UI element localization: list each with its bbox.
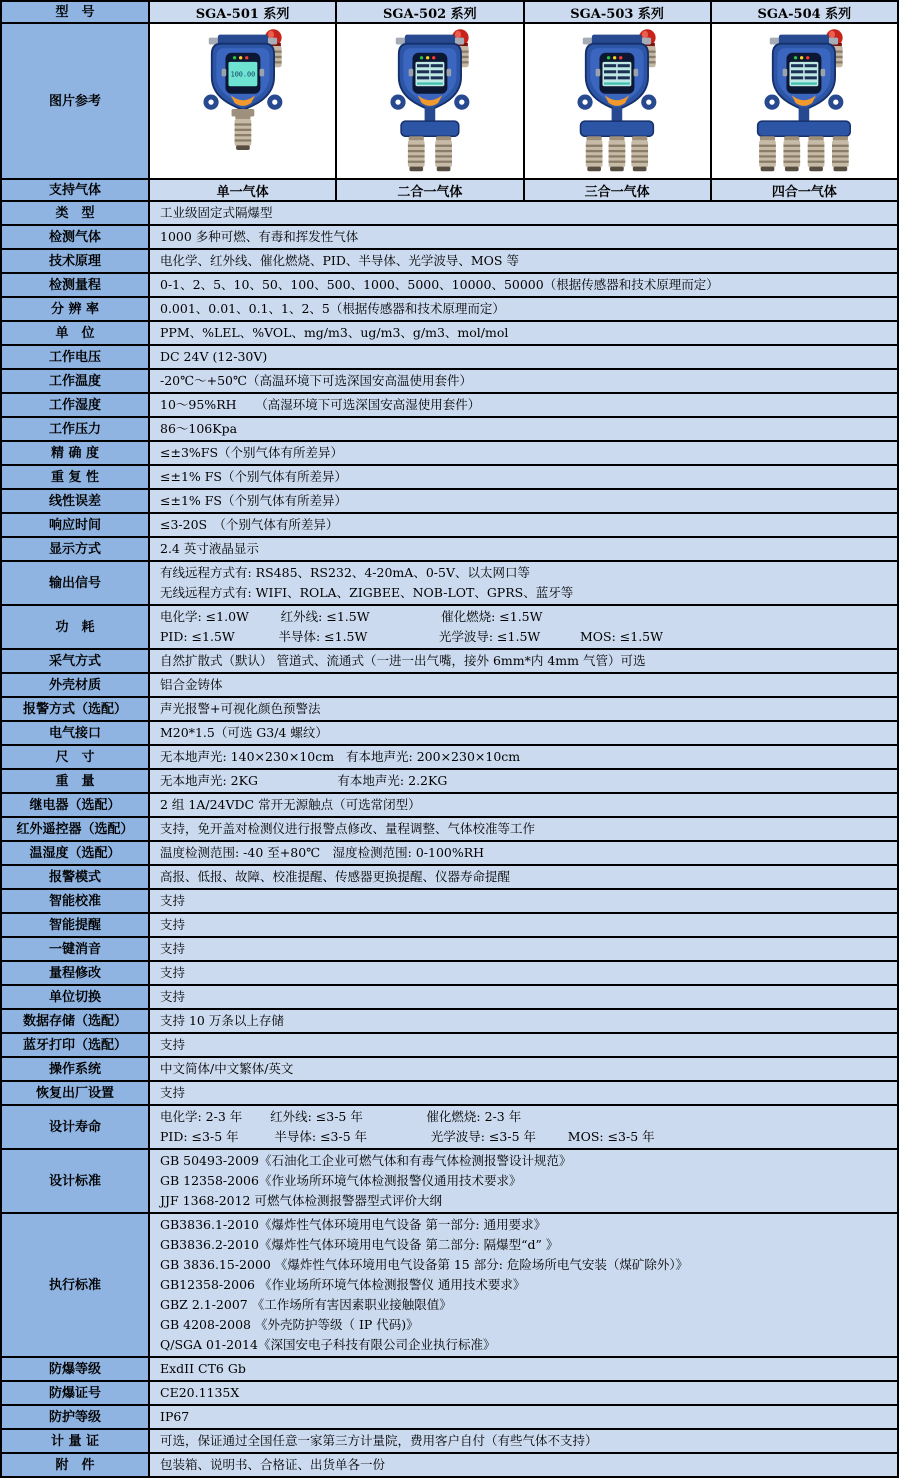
gas-detector-3-probe-illustration: [560, 27, 674, 175]
spec-value: [150, 1454, 897, 1476]
spec-label: 线性误差: [2, 490, 150, 512]
spec-value-line: IP67: [160, 1409, 190, 1424]
spec-value: [150, 1058, 897, 1080]
spec-row: [2, 202, 897, 226]
sensor-probe-icon: [609, 136, 626, 171]
spec-value: [150, 1106, 897, 1148]
spec-label: 单 位: [2, 322, 150, 344]
spec-row: [2, 770, 897, 794]
spec-value-line: 电化学: ≤1.0W 红外线: ≤1.5W 催化燃烧: ≤1.5W: [160, 609, 543, 624]
spec-rows-container: [2, 202, 897, 1476]
header-model-label: 型 号: [2, 2, 150, 22]
spec-value-line: 支持 10 万条以上存储: [160, 1013, 284, 1028]
spec-value-line: 2.4 英寸液晶显示: [160, 541, 259, 556]
spec-value-line: 可选，保证通过全国任意一家第三方计量院，费用客户自付（有些气体不支持）: [160, 1433, 598, 1448]
spec-label: 技术原理: [2, 250, 150, 272]
spec-label: 外壳材质: [2, 674, 150, 696]
spec-value-line: -20℃～+50℃（高温环境下可选深国安高温使用套件）: [160, 373, 472, 388]
device-screen: [603, 62, 632, 86]
sensor-probe-icon: [234, 115, 251, 150]
spec-value: [150, 818, 897, 840]
spec-value-line: GB 50493-2009《石油化工企业可燃气体和有毒气体检测报警设计规范》: [160, 1153, 572, 1168]
spec-value-line: 支持: [160, 893, 186, 908]
spec-value: [150, 938, 897, 960]
spec-value-line: 支持: [160, 989, 186, 1004]
spec-value-line: 0.001、0.01、0.1、1、2、5（根据传感器和技术原理而定）: [160, 301, 505, 316]
spec-label: 检测气体: [2, 226, 150, 248]
spec-value-line: ≤3-20S （个别气体有所差异）: [160, 517, 339, 532]
spec-value-line: 10～95%RH （高湿环境下可选深国安高湿使用套件）: [160, 397, 481, 412]
spec-row: [2, 674, 897, 698]
gas-row-label: 支持气体: [2, 180, 150, 200]
spec-row: [2, 650, 897, 674]
spec-value: [150, 674, 897, 696]
spec-value: [150, 866, 897, 888]
spec-value: [150, 1382, 897, 1404]
spec-label: 执行标准: [2, 1214, 150, 1356]
device-image-sga504: [712, 24, 897, 178]
image-row-label: 图片参考: [2, 24, 150, 178]
spec-value: [150, 1034, 897, 1056]
spec-value-line: GB 3836.15-2000 《爆炸性气体环境用电气设备第 15 部分: 危险场所电气安装（煤矿除外）》: [160, 1257, 689, 1272]
spec-label: 计 量 证: [2, 1430, 150, 1452]
spec-label: 防爆证号: [2, 1382, 150, 1404]
spec-label: 类 型: [2, 202, 150, 224]
spec-value-line: 支持: [160, 917, 186, 932]
spec-label: 尺 寸: [2, 746, 150, 768]
spec-value-line: 无线远程方式有: WIFI、ROLA、ZIGBEE、NOB-LOT、GPRS、蓝牙等: [160, 585, 574, 600]
spec-value-line: 支持: [160, 1037, 186, 1052]
gas-detector-2-probe-illustration: [373, 27, 487, 175]
spec-value-line: GB 4208-2008 《外壳防护等级（ IP 代码)》: [160, 1317, 419, 1332]
spec-row: [2, 1382, 897, 1406]
spec-label: 单位切换: [2, 986, 150, 1008]
spec-label: 智能校准: [2, 890, 150, 912]
spec-value-line: 工业级固定式隔爆型: [160, 205, 273, 220]
spec-value: [150, 562, 897, 604]
spec-label: 红外遥控器（选配）: [2, 818, 150, 840]
spec-value-line: ≤±1% FS（个别气体有所差异）: [160, 469, 347, 484]
spec-value-line: 电化学: 2-3 年 红外线: ≤3-5 年 催化燃烧: 2-3 年: [160, 1109, 522, 1124]
spec-value-line: 温度检测范围: -40 至+80℃ 湿度检测范围: 0-100%RH: [160, 845, 485, 860]
spec-row: [2, 1358, 897, 1382]
header-model-sga504: SGA-504 系列: [712, 2, 897, 22]
spec-value: [150, 490, 897, 512]
spec-label: 采气方式: [2, 650, 150, 672]
spec-value: [150, 698, 897, 720]
header-model-sga501: SGA-501 系列: [150, 2, 337, 22]
spec-value: [150, 394, 897, 416]
spec-row: [2, 842, 897, 866]
spec-value-line: 高报、低报、故障、校准提醒、传感器更换提醒、仪器寿命提醒: [160, 869, 511, 884]
spec-row: [2, 514, 897, 538]
spec-value: [150, 962, 897, 984]
spec-value-line: GB 12358-2006《作业场所环境气体检测报警仪通用技术要求》: [160, 1173, 522, 1188]
spec-row: [2, 698, 897, 722]
device-screen: [415, 62, 444, 86]
spec-value: [150, 298, 897, 320]
spec-value: [150, 794, 897, 816]
spec-row: [2, 746, 897, 770]
gas-count-sga502: 二合一气体: [337, 180, 524, 200]
device-screen: [790, 62, 819, 86]
spec-value: [150, 442, 897, 464]
gas-count-sga501: 单一气体: [150, 180, 337, 200]
spec-row: [2, 490, 897, 514]
spec-label: 蓝牙打印（选配）: [2, 1034, 150, 1056]
spec-value: [150, 514, 897, 536]
spec-row: [2, 1150, 897, 1214]
spec-label: 输出信号: [2, 562, 150, 604]
spec-value: [150, 1406, 897, 1428]
spec-row: [2, 1106, 897, 1150]
spec-value-line: 86～106Kpa: [160, 421, 238, 436]
spec-value: [150, 914, 897, 936]
spec-row: [2, 1454, 897, 1476]
spec-value-line: 支持: [160, 941, 186, 956]
spec-value-line: JJF 1368-2012 可燃气体检测报警器型式评价大纲: [160, 1193, 442, 1208]
spec-label: 设计寿命: [2, 1106, 150, 1148]
spec-row: [2, 890, 897, 914]
spec-value: [150, 250, 897, 272]
spec-value: [150, 1358, 897, 1380]
spec-value: [150, 1082, 897, 1104]
spec-value-line: ≤±1% FS（个别气体有所差异）: [160, 493, 347, 508]
sensor-probe-icon: [435, 136, 452, 171]
gas-count-sga504: 四合一气体: [712, 180, 897, 200]
sensor-probe-icon: [808, 136, 825, 171]
spec-value: [150, 722, 897, 744]
spec-row: [2, 466, 897, 490]
spec-value: [150, 274, 897, 296]
spec-row: [2, 722, 897, 746]
spec-row: [2, 562, 897, 606]
spec-label: 重 复 性: [2, 466, 150, 488]
spec-label: 精 确 度: [2, 442, 150, 464]
spec-value: [150, 746, 897, 768]
spec-row: [2, 962, 897, 986]
spec-row: [2, 1430, 897, 1454]
spec-label: 操作系统: [2, 1058, 150, 1080]
table-header-row: [2, 2, 897, 24]
spec-value-line: CE20.1135X: [160, 1385, 240, 1400]
spec-row: [2, 986, 897, 1010]
spec-row: [2, 370, 897, 394]
spec-value-line: GB3836.1-2010《爆炸性气体环境用电气设备 第一部分: 通用要求》: [160, 1217, 547, 1232]
spec-label: 防护等级: [2, 1406, 150, 1428]
spec-row: [2, 274, 897, 298]
spec-label: 温湿度（选配）: [2, 842, 150, 864]
spec-label: 数据存储（选配）: [2, 1010, 150, 1032]
device-image-sga503: [525, 24, 712, 178]
supported-gas-row: [2, 180, 897, 202]
spec-value-line: 无本地声光: 140×230×10cm 有本地声光: 200×230×10cm: [160, 749, 521, 764]
spec-value-line: 0-1、2、5、10、50、100、500、1000、5000、10000、50000（根据传感器和技术原理而定）: [160, 277, 719, 292]
spec-value-line: 铝合金铸体: [160, 677, 223, 692]
spec-value-line: M20*1.5（可选 G3/4 螺纹）: [160, 725, 328, 740]
spec-value-line: 中文简体/中文繁体/英文: [160, 1061, 294, 1076]
spec-label: 重 量: [2, 770, 150, 792]
spec-row: [2, 298, 897, 322]
spec-label: 工作湿度: [2, 394, 150, 416]
spec-value: [150, 890, 897, 912]
spec-label: 防爆等级: [2, 1358, 150, 1380]
spec-value: [150, 1010, 897, 1032]
spec-label: 附 件: [2, 1454, 150, 1476]
spec-value-line: 无本地声光: 2KG 有本地声光: 2.2KG: [160, 773, 448, 788]
spec-value: [150, 1430, 897, 1452]
spec-value-line: PPM、%LEL、%VOL、mg/m3、ug/m3、g/m3、mol/mol: [160, 325, 509, 340]
image-reference-row: [2, 24, 897, 180]
spec-value: [150, 466, 897, 488]
spec-value-line: 2 组 1A/24VDC 常开无源触点（可选常闭型）: [160, 797, 421, 812]
header-model-sga503: SGA-503 系列: [525, 2, 712, 22]
spec-value-line: 1000 多种可燃、有毒和挥发性气体: [160, 229, 359, 244]
spec-row: [2, 1082, 897, 1106]
spec-row: [2, 1406, 897, 1430]
spec-label: 量程修改: [2, 962, 150, 984]
spec-value-line: 包装箱、说明书、合格证、出货单各一份: [160, 1457, 386, 1472]
sensor-probe-icon: [586, 136, 603, 171]
spec-row: [2, 250, 897, 274]
spec-label: 分 辨 率: [2, 298, 150, 320]
sensor-probe-icon: [632, 136, 649, 171]
spec-row: [2, 794, 897, 818]
spec-value: [150, 538, 897, 560]
spec-label: 检测量程: [2, 274, 150, 296]
spec-row: [2, 226, 897, 250]
spec-label: 功 耗: [2, 606, 150, 648]
spec-value-line: ExdII CT6 Gb: [160, 1361, 246, 1376]
spec-value-line: 支持: [160, 965, 186, 980]
spec-value-line: 支持: [160, 1085, 186, 1100]
spec-label: 继电器（选配）: [2, 794, 150, 816]
device-image-sga502: [337, 24, 524, 178]
spec-value: [150, 1214, 897, 1356]
spec-row: [2, 394, 897, 418]
spec-value-line: Q/SGA 01-2014《深国安电子科技有限公司企业执行标准》: [160, 1337, 496, 1352]
spec-value-line: GB12358-2006 《作业场所环境气体检测报警仪 通用技术要求》: [160, 1277, 526, 1292]
spec-label: 智能提醒: [2, 914, 150, 936]
spec-label: 设计标准: [2, 1150, 150, 1212]
spec-row: [2, 938, 897, 962]
spec-label: 显示方式: [2, 538, 150, 560]
spec-value: [150, 226, 897, 248]
device-screen-reading: 100.00: [230, 70, 255, 79]
spec-value-line: PID: ≤1.5W 半导体: ≤1.5W 光学波导: ≤1.5W MOS: ≤1.5W: [160, 629, 663, 644]
spec-value-line: DC 24V (12-30V): [160, 349, 268, 364]
spec-value-line: 声光报警+可视化颜色预警法: [160, 701, 321, 716]
spec-value: [150, 1150, 897, 1212]
spec-label: 响应时间: [2, 514, 150, 536]
spec-value-line: ≤±3%FS（个别气体有所差异）: [160, 445, 344, 460]
spec-value: [150, 842, 897, 864]
header-model-sga502: SGA-502 系列: [337, 2, 524, 22]
sensor-probe-icon: [760, 136, 777, 171]
spec-value: [150, 418, 897, 440]
gas-detector-4-probe-illustration: [747, 27, 861, 175]
spec-row: [2, 322, 897, 346]
sensor-probe-icon: [832, 136, 849, 171]
spec-value-line: GBZ 2.1-2007 《工作场所有害因素职业接触限值》: [160, 1297, 452, 1312]
spec-label: 恢复出厂设置: [2, 1082, 150, 1104]
spec-row: [2, 606, 897, 650]
spec-value: [150, 770, 897, 792]
spec-label: 工作电压: [2, 346, 150, 368]
spec-row: [2, 442, 897, 466]
spec-value-line: 自然扩散式（默认） 管道式、流通式（一进一出气嘴，接外 6mm*内 4mm 气管）可选: [160, 653, 646, 668]
spec-label: 报警方式（选配）: [2, 698, 150, 720]
spec-value-line: GB3836.2-2010《爆炸性气体环境用电气设备 第二部分: 隔爆型“d” 》: [160, 1237, 559, 1252]
gas-detector-1-probe-illustration: [186, 27, 300, 175]
spec-value: [150, 986, 897, 1008]
spec-label: 一键消音: [2, 938, 150, 960]
spec-row: [2, 418, 897, 442]
spec-value-line: PID: ≤3-5 年 半导体: ≤3-5 年 光学波导: ≤3-5 年 MOS: ≤3-5 年: [160, 1129, 655, 1144]
spec-value-line: 支持，免开盖对检测仪进行报警点修改、量程调整、气体校准等工作: [160, 821, 536, 836]
spec-value: [150, 650, 897, 672]
spec-value-line: 电化学、红外线、催化燃烧、PID、半导体、光学波导、MOS 等: [160, 253, 519, 268]
spec-row: [2, 866, 897, 890]
device-image-sga501: [150, 24, 337, 178]
spec-row: [2, 1214, 897, 1358]
spec-value: [150, 346, 897, 368]
spec-value-line: 有线远程方式有: RS485、RS232、4-20mA、0-5V、以太网口等: [160, 565, 530, 580]
spec-label: 工作温度: [2, 370, 150, 392]
spec-row: [2, 1034, 897, 1058]
spec-row: [2, 346, 897, 370]
spec-label: 报警模式: [2, 866, 150, 888]
sensor-probe-icon: [784, 136, 801, 171]
sensor-probe-icon: [408, 136, 425, 171]
spec-label: 电气接口: [2, 722, 150, 744]
spec-value: [150, 202, 897, 224]
spec-row: [2, 538, 897, 562]
spec-value: [150, 322, 897, 344]
spec-row: [2, 818, 897, 842]
spec-label: 工作压力: [2, 418, 150, 440]
spec-value: [150, 370, 897, 392]
spec-row: [2, 1058, 897, 1082]
spec-row: [2, 1010, 897, 1034]
spec-value: [150, 606, 897, 648]
spec-row: [2, 914, 897, 938]
gas-count-sga503: 三合一气体: [525, 180, 712, 200]
